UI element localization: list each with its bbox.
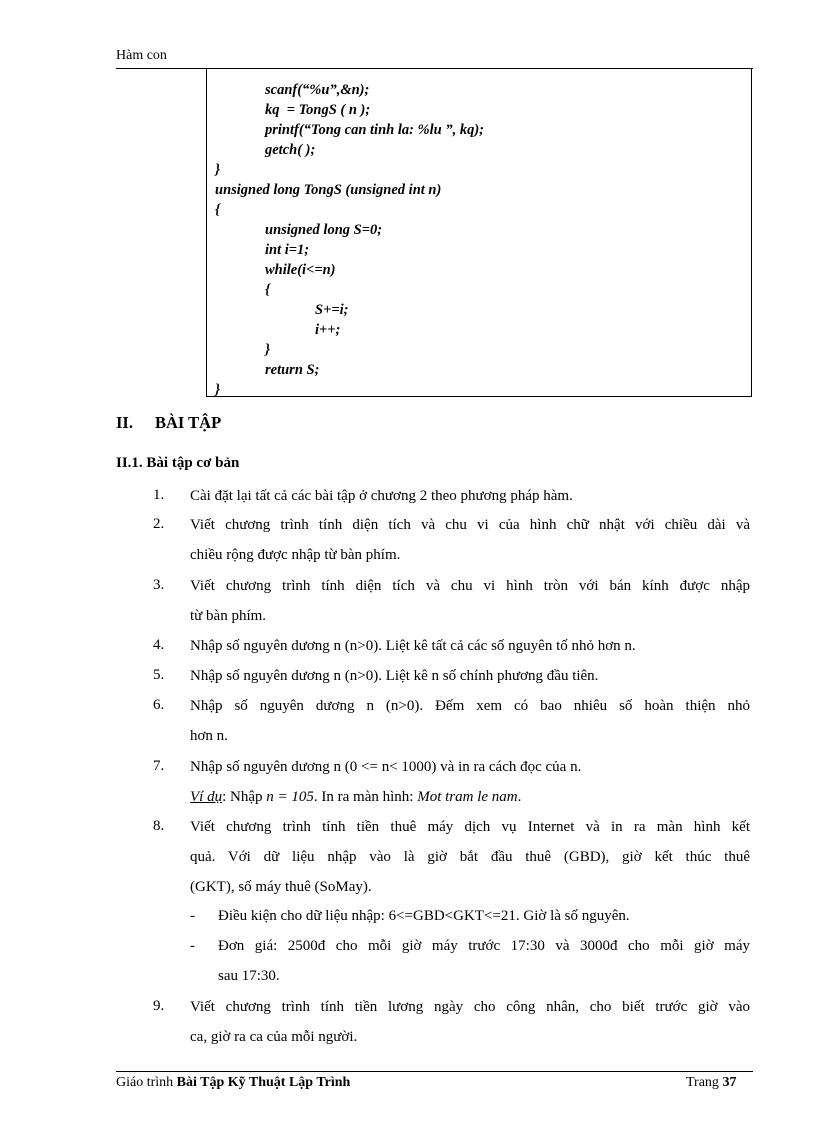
page-number-value: 37 [722,1075,737,1090]
footer-rule [116,1071,753,1072]
code-line: } [215,382,221,398]
item-text: Nhập số nguyên dương n (0 <= n< 1000) và in ra cách đọc của n. [190,759,582,775]
code-line: while(i<=n) [265,262,336,278]
item-text: Viết chương trình tính tiền lương ngày cho công nhân, cho biết trước giờ vào [190,999,750,1015]
example-label: Ví dụ [190,789,223,805]
code-line: scanf(“%u”,&n); [265,82,370,98]
section-number: II. [116,413,133,432]
code-line: i++; [315,322,341,338]
footer-prefix: Giáo trình [116,1075,177,1090]
sub-item-text: Đơn giá: 2500đ cho mỗi giờ máy trước 17:30 và 3000đ cho mỗi giờ máy [218,938,750,954]
item-text: quả. Với dữ liệu nhập vào là giờ bắt đầu thuê (GBD), giờ kết thúc thuê [190,849,750,865]
code-line: { [265,282,271,298]
item-number: 8. [153,818,165,834]
dash-bullet: - [190,908,195,924]
code-line: kq = TongS ( n ); [265,102,371,118]
code-line: return S; [265,362,320,378]
item-text: hơn n. [190,728,228,744]
item-text: Viết chương trình tính diện tích và chu vi hình tròn với bán kính được nhập [190,578,750,594]
item-text: Viết chương trình tính diện tích và chu vi của hình chữ nhật với chiều dài và [190,517,750,533]
code-line: } [265,342,271,358]
item-text: ca, giờ ra ca của mỗi người. [190,1029,358,1045]
subsection-heading: II.1. Bài tập cơ bản [116,455,240,471]
item-text: chiều rộng được nhập từ bàn phím. [190,547,401,563]
example-line [190,788,750,806]
section-title: BÀI TẬP [155,413,222,432]
footer-book-title [116,1075,350,1091]
item-text: từ bàn phím. [190,608,267,624]
code-line: S+=i; [315,302,349,318]
code-line: getch( ); [265,142,316,158]
item-number: 4. [153,637,165,653]
page-label: Trang [686,1075,723,1090]
example-text: . In ra màn hình: [313,789,418,805]
item-number: 3. [153,577,165,593]
code-line: unsigned long S=0; [265,222,383,238]
running-header: Hàm con [116,48,167,63]
section-heading [116,413,221,433]
dash-bullet: - [190,938,195,954]
code-line: } [215,162,221,178]
item-text: Nhập số nguyên dương n (n>0). Liệt kê n số chính phương đầu tiên. [190,668,599,684]
example-output: Mot tram le nam [417,789,518,805]
item-number: 2. [153,516,165,532]
example-text: : Nhập [222,789,267,805]
example-text: . [517,789,522,805]
code-block [206,69,752,397]
code-line: printf(“Tong can tinh la: %lu ”, kq); [265,122,485,138]
sub-item-text: sau 17:30. [218,968,280,984]
code-line: { [215,202,221,218]
sub-item-text: Điều kiện cho dữ liệu nhập: 6<=GBD<GKT<=21. Giờ là số nguyên. [218,908,630,924]
code-line: int i=1; [265,242,310,258]
item-text: Viết chương trình tính tiền thuê máy dịch vụ Internet và in ra màn hình kết [190,819,750,835]
item-text: Cài đặt lại tất cả các bài tập ở chương 2 theo phương pháp hàm. [190,488,573,504]
item-text: (GKT), số máy thuê (SoMay). [190,879,372,895]
code-line: unsigned long TongS (unsigned int n) [215,182,442,198]
item-text: Nhập số nguyên dương n (n>0). Liệt kê tất cả các số nguyên tố nhỏ hơn n. [190,638,636,654]
footer-book: Bài Tập Kỹ Thuật Lập Trình [176,1075,351,1090]
item-number: 9. [153,998,165,1014]
item-number: 1. [153,487,165,503]
item-number: 7. [153,758,165,774]
example-value: n = 105 [266,789,314,805]
page-number [686,1075,736,1091]
item-text: Nhập số nguyên dương n (n>0). Đếm xem có bao nhiêu số hoàn thiện nhỏ [190,698,750,714]
item-number: 6. [153,697,165,713]
item-number: 5. [153,667,165,683]
